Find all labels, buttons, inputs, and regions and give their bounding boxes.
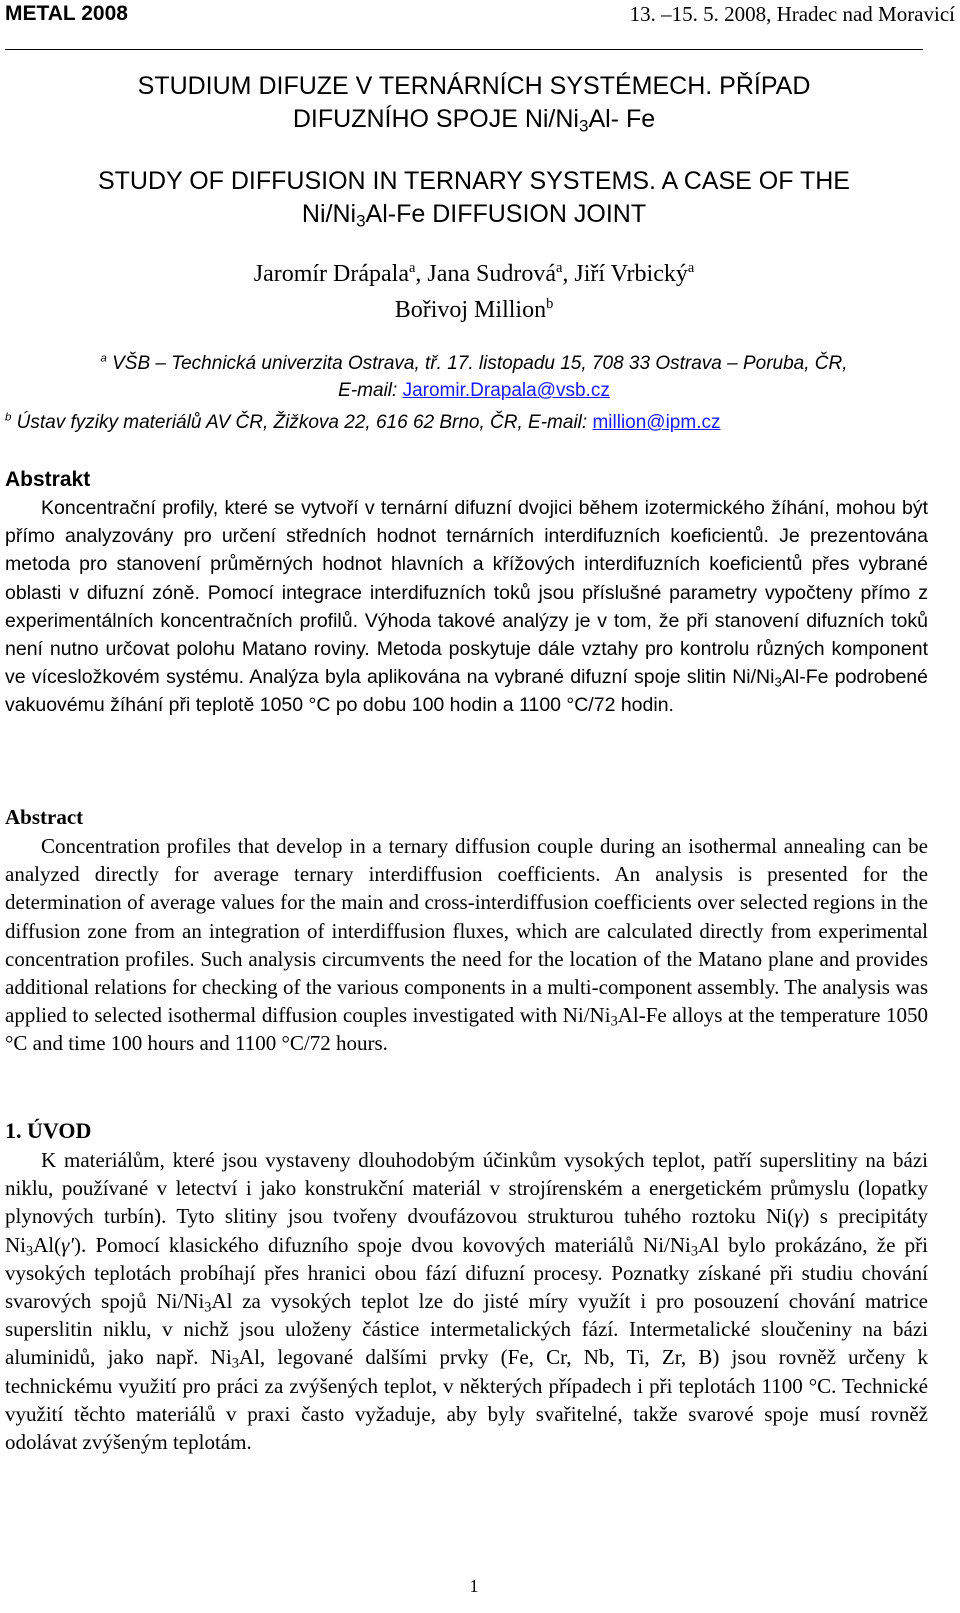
- page-number: 1: [469, 1576, 479, 1596]
- affiliation-mark: a: [409, 260, 416, 276]
- affiliation-a-line2: [0, 377, 948, 404]
- affiliation-a: [0, 350, 948, 404]
- uvod-text: ) s precipitáty Ni: [5, 1204, 928, 1257]
- subscript: 3: [774, 674, 782, 690]
- author-list: [0, 256, 948, 328]
- uvod-text: Al za vysokých teplot lze do jisté míry využít i pro posouzení chování matrice superslitin niklu, v nichž jsou uloženy částice intermetalických fází. Intermetalické sloučeniny na bázi aluminidů, jako např. Ni: [5, 1289, 928, 1370]
- affiliation-mark: b: [546, 296, 554, 312]
- title-czech-line1: STUDIUM DIFUZE V TERNÁRNÍCH SYSTÉMECH. PŘÍPAD: [137, 72, 811, 100]
- uvod-text: Al(: [33, 1232, 62, 1257]
- subscript: 3: [610, 1013, 618, 1030]
- affiliation-mark: a: [687, 260, 695, 276]
- email-link-drapala[interactable]: Jaromir.Drapala@vsb.cz: [402, 380, 610, 401]
- abstract-heading: Abstract: [5, 805, 84, 829]
- subscript: 3: [578, 116, 589, 136]
- email-label: E-mail:: [338, 380, 403, 401]
- abstract-paragraph: [5, 832, 928, 1058]
- author-name: Jaromír Drápala: [253, 261, 409, 287]
- subscript: 3: [204, 1299, 212, 1316]
- title-czech: [0, 70, 948, 136]
- subscript: 3: [26, 1243, 34, 1260]
- title-czech-line2: [0, 103, 948, 136]
- affiliation-mark: a: [100, 352, 107, 365]
- subscript: 3: [356, 211, 366, 231]
- title-english-line2: [0, 198, 948, 231]
- subscript: 3: [231, 1355, 239, 1372]
- conference-date-place: 13. –15. 5. 2008, Hradec nad Moravicí: [629, 2, 955, 26]
- uvod-paragraph: [5, 1146, 928, 1456]
- title-english-line2-part2: Al-Fe DIFFUSION JOINT: [365, 200, 647, 228]
- title-english-line1: STUDY OF DIFFUSION IN TERNARY SYSTEMS. A CASE OF THE: [97, 167, 850, 195]
- uvod-text: K materiálům, které jsou vystaveny dlouhodobým účinkům vysokých teplot, patří superslitiny na bázi niklu, používané v letectví i jako konstrukční materiál v strojírenském a energetickém průmyslu (lopatky plynových turbín). Tyto slitiny jsou tvořeny dvoufázovou strukturou tuhého roztoku Ni(: [5, 1148, 928, 1229]
- abstrakt-paragraph: [5, 494, 928, 720]
- uvod-text: Al bylo prokázáno, že při vysokých teplotách probíhají přes hranici obou fází difuzní procesy. Poznatky získané při studiu chování svarových spojů Ni/Ni: [5, 1232, 928, 1314]
- affiliation-a-text: VŠB – Technická univerzita Ostrava, tř. 17. listopadu 15, 708 33 Ostrava – Poruba, ČR,: [106, 353, 848, 374]
- uvod-text: ). Pomocí klasického difuzního spoje dvou kovových materiálů Ni/Ni: [74, 1232, 691, 1257]
- abstract-text-part2: Al-Fe alloys at the temperature 1050 °C and time 100 hours and 1100 °C/72 hours.: [5, 1003, 929, 1056]
- abstrakt-text-part2: Al-Fe podrobené vakuovému žíhání při teplotě 1050 °C po dobu 100 hodin a 1100 °C/72 hodin.: [5, 666, 929, 717]
- subscript: 3: [690, 1243, 699, 1260]
- email-link-million[interactable]: million@ipm.cz: [592, 412, 721, 433]
- greek-gamma: γ: [794, 1204, 803, 1229]
- abstrakt-heading: Abstrakt: [5, 468, 91, 491]
- author-name: , Jana Sudrová: [415, 261, 557, 287]
- affiliation-mark: b: [5, 411, 12, 424]
- abstrakt-text-part1: Koncentrační profily, které se vytvoří v ternární difuzní dvojici během izotermického žíhání, mohou být přímo analyzovány pro určení středních hodnot ternárních interdifuzních koeficientů. Je prezentována metoda pro stanovení průměrných hodnot hlavních a křížových interdifuzních koeficientů přes vybrané oblasti v difuzní zóně. Pomocí integrace interdifuzních toků jsou příslušné parametry vypočteny přímo z experimentálních koncentračních profilů. Výhoda takové analýzy je v tom, že při stanovení difuzních toků není nutno určovat polohu Matano roviny. Metoda poskytuje dále vztahy pro kontrolu různých komponent ve vícesložkovém systému. Analýza byla aplikována na vybrané difuzní spoje slitin Ni/Ni: [5, 497, 928, 689]
- title-czech-line2-part2: Al- Fe: [588, 105, 656, 133]
- title-english-line2-part1: Ni/Ni: [301, 200, 357, 228]
- uvod-text: Al, legované dalšími prvky (Fe, Cr, Nb, Ti, Zr, B) jsou rovněž určeny k technickému využití pro práci za zvýšených teplot, v některých případech i při teplotách 1100 °C. Technické využití těchto materiálů v praxi často vyžaduje, aby byly svařitelné, takže svarové spoje musí rovněž odolávat zvýšeným teplotám.: [5, 1345, 928, 1455]
- affiliation-b-text: Ústav fyziky materiálů AV ČR, Žižkova 22, 616 62 Brno, ČR, E-mail:: [11, 412, 593, 433]
- conference-name: METAL 2008: [5, 2, 128, 25]
- affiliation-b: [5, 409, 953, 436]
- author-name: , Jiří Vrbický: [562, 261, 688, 287]
- greek-gamma-prime: γ′: [61, 1232, 75, 1257]
- authors-line1: [0, 256, 948, 292]
- title-english: [0, 165, 948, 231]
- authors-line2: [0, 292, 948, 328]
- title-czech-line2-part1: DIFUZNÍHO SPOJE Ni/Ni: [292, 105, 579, 133]
- author-name: Bořivoj Million: [394, 297, 547, 323]
- page-header: [5, 0, 955, 28]
- affiliation-a-line1: [0, 350, 948, 377]
- affiliation-mark: a: [556, 260, 563, 276]
- section-heading-uvod: 1. ÚVOD: [5, 1118, 92, 1143]
- abstract-text-part1: Concentration profiles that develop in a ternary diffusion couple during an isothermal annealing can be analyzed directly for average ternary interdiffusion coefficients. An analysis is presented for the determination of average values for the main and cross-interdiffusion coefficients over selected regions in the diffusion zone from an integration of interdiffusion fluxes, which are calculated directly from experimental concentration profiles. Such analysis circumvents the need for the location of the Matano plane and provides additional relations for checking of the various components in a multi-component assembly. The analysis was applied to selected isothermal diffusion couples investigated with Ni/Ni: [5, 834, 928, 1028]
- header-divider: [5, 49, 923, 50]
